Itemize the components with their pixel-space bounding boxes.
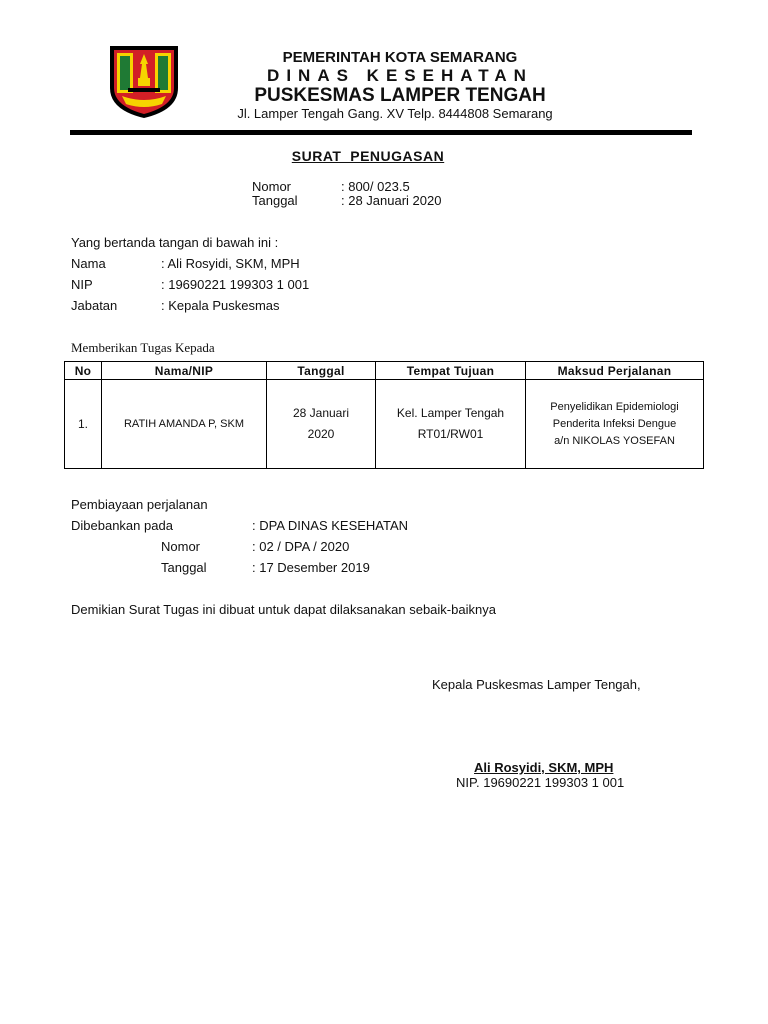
- col-header-date: Tanggal: [267, 362, 376, 380]
- signature-position: Kepala Puskesmas Lamper Tengah,: [432, 677, 641, 692]
- cell-place-line2: RT01/RW01: [417, 427, 484, 441]
- cell-place-line1: Kel. Lamper Tengah: [396, 406, 505, 420]
- meta-nomor-label: Nomor: [252, 179, 292, 194]
- funding-nomor-value: : 02 / DPA / 2020: [252, 539, 350, 554]
- signer-nip-value: : 19690221 199303 1 001: [161, 277, 310, 292]
- cell-purpose-line3: a/n NIKOLAS YOSEFAN: [554, 434, 675, 447]
- signature-nip: NIP. 19690221 199303 1 001: [456, 775, 625, 790]
- closing-statement: Demikian Surat Tugas ini dibuat untuk dapat dilaksanakan sebaik-baiknya: [71, 602, 496, 617]
- meta-tanggal-label: Tanggal: [252, 193, 298, 208]
- col-header-name: Nama/NIP: [102, 362, 267, 380]
- signer-intro: Yang bertanda tangan di bawah ini :: [71, 235, 279, 250]
- cell-date-line2: 2020: [307, 427, 335, 441]
- cell-date: [267, 380, 376, 469]
- cell-purpose-line2: Penderita Infeksi Dengue: [552, 417, 677, 430]
- meta-nomor-value: : 800/ 023.5: [341, 179, 410, 194]
- signer-position-label: Jabatan: [71, 298, 118, 313]
- assignment-table: [64, 361, 704, 469]
- cell-no: 1.: [65, 380, 102, 469]
- assign-intro: Memberikan Tugas Kepada: [71, 340, 215, 355]
- cell-purpose-line1: Penyelidikan Epidemiologi: [550, 400, 679, 413]
- funding-charged-label: Dibebankan pada: [71, 518, 173, 533]
- funding-tanggal-value: : 17 Desember 2019: [252, 560, 370, 575]
- funding-charged-value: : DPA DINAS KESEHATAN: [252, 518, 409, 533]
- header-government: PEMERINTAH KOTA SEMARANG: [282, 49, 518, 66]
- signer-name-value: : Ali Rosyidi, SKM, MPH: [161, 256, 300, 271]
- header-department: DINAS KESEHATAN: [267, 66, 533, 85]
- funding-nomor-label: Nomor: [161, 539, 201, 554]
- cell-purpose: [526, 380, 704, 469]
- cell-name: RATIH AMANDA P, SKM: [102, 380, 267, 469]
- col-header-place: Tempat Tujuan: [376, 362, 526, 380]
- meta-tanggal-value: : 28 Januari 2020: [341, 193, 442, 208]
- signer-name-label: Nama: [71, 256, 106, 271]
- table-header-row: [65, 362, 704, 380]
- cell-place: [376, 380, 526, 469]
- signer-position-value: : Kepala Puskesmas: [161, 298, 280, 313]
- cell-date-line1: 28 Januari: [292, 406, 350, 420]
- funding-title: Pembiayaan perjalanan: [71, 497, 208, 512]
- header-address: Jl. Lamper Tengah Gang. XV Telp. 8444808 Semarang: [237, 106, 553, 121]
- header-puskesmas: PUSKESMAS LAMPER TENGAH: [254, 85, 546, 106]
- table-row: [65, 380, 704, 469]
- col-header-no: No: [65, 362, 102, 380]
- col-header-purpose: Maksud Perjalanan: [526, 362, 704, 380]
- signature-name: Ali Rosyidi, SKM, MPH: [474, 760, 614, 775]
- funding-tanggal-label: Tanggal: [161, 560, 207, 575]
- header-divider: [70, 130, 692, 135]
- signer-nip-label: NIP: [71, 277, 93, 292]
- document-title: SURAT PENUGASAN: [291, 148, 445, 164]
